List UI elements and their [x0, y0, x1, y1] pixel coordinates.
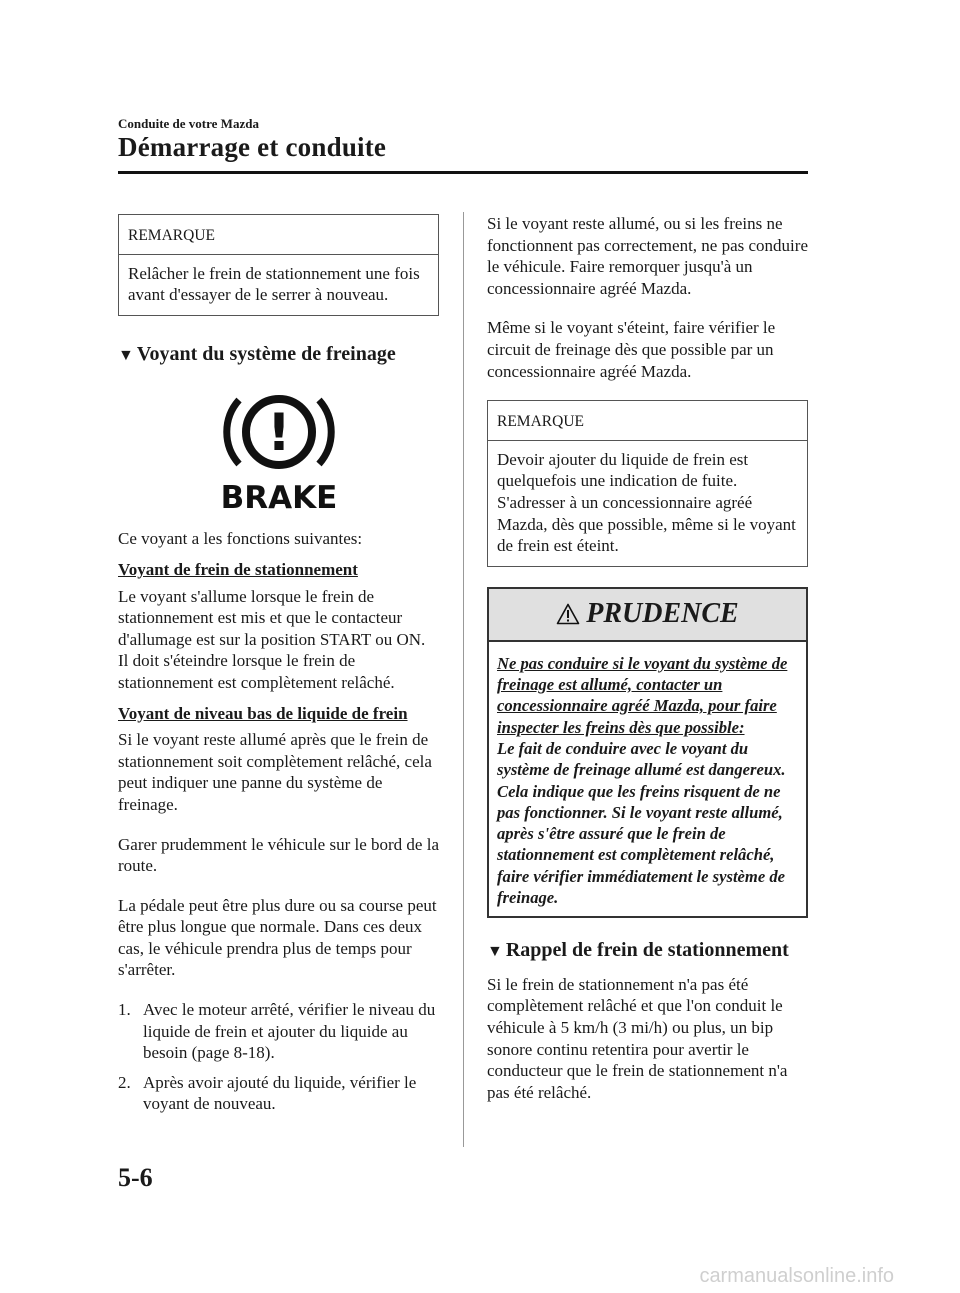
- heading-text: Voyant du système de freinage: [136, 342, 396, 365]
- warning-triangle-icon: [556, 603, 580, 625]
- list-number: 1.: [118, 1000, 131, 1020]
- paragraph: Garer prudemment le véhicule sur le bord de la route.: [118, 834, 439, 876]
- left-column: [118, 214, 439, 1115]
- page-title: Démarrage et conduite: [118, 132, 387, 162]
- triangle-down-icon: ▼: [487, 943, 503, 961]
- paragraph: Le voyant s'allume lorsque le frein de stationnement est mis et que le contacteur d'allumage est sur la position START ou ON. Il doit s'éteindre lorsque le frein de stationnement est complètement relâché.: [118, 586, 426, 692]
- caution-title: PRUDENCE: [586, 598, 739, 630]
- triangle-down-icon: ▼: [118, 346, 134, 364]
- note-label: REMARQUE: [119, 215, 438, 255]
- brake-icon-glyph: !: [266, 403, 291, 464]
- note-box: [118, 214, 439, 316]
- note-text: Devoir ajouter du liquide de frein est quelquefois une indication de fuite. S'adresser à un concessionnaire agréé Mazda, dès que possible, même si le voyant de frein est éteint.: [497, 449, 796, 556]
- list-number: 2.: [118, 1072, 131, 1092]
- watermark: carmanualsonline.info: [699, 1265, 894, 1287]
- title-rule: [118, 171, 808, 174]
- section-label: Conduite de votre Mazda: [118, 116, 259, 131]
- heading-text: Rappel de frein de stationnement: [505, 939, 789, 962]
- caution-header: [489, 589, 806, 642]
- paragraph: La pédale peut être plus dure ou sa course peut être plus longue que normale. Dans ces deux cas, le véhicule prendra plus de temps pour s'arrêter.: [118, 895, 437, 980]
- section-heading: [487, 940, 808, 962]
- caution-body: [489, 642, 806, 917]
- list-item: [118, 999, 439, 1064]
- paragraph: Si le voyant reste allumé, ou si les freins ne fonctionnent pas correctement, ne pas conduire le véhicule. Faire remorquer jusqu'à un concessionnaire agréé Mazda.: [487, 214, 808, 298]
- list-text: Avec le moteur arrêté, vérifier le niveau du liquide de frein et ajouter du liquide au besoin (page 8-18).: [143, 1000, 436, 1063]
- brake-icon-left-arc: [226, 400, 238, 464]
- note-label: REMARQUE: [488, 401, 807, 441]
- subheading-parking: Voyant de frein de stationnement: [118, 559, 358, 579]
- list-item: [118, 1072, 439, 1115]
- caution-text: Le fait de conduire avec le voyant du système de freinage allumé est dangereux. Cela indique que les freins risquent de ne pas fonctionner. Si le voyant reste allumé, après s'être assuré que le frein de stationnement est complètement relâché, faire vérifier immédiatement le système de freinage.: [497, 738, 786, 907]
- note-text: Relâcher le frein de stationnement une fois avant d'essayer de le serrer à nouveau.: [128, 263, 420, 305]
- brake-icon-right-arc: [319, 400, 331, 464]
- column-divider: [463, 212, 464, 1147]
- subheading-fluid: Voyant de niveau bas de liquide de frein: [118, 703, 408, 723]
- brake-warning-icon: [219, 387, 339, 512]
- caution-box: [487, 587, 808, 919]
- page-number: 5-6: [118, 1163, 153, 1192]
- section-heading: [118, 344, 439, 366]
- list-text: Après avoir ajouté du liquide, vérifier le voyant de nouveau.: [143, 1072, 417, 1114]
- intro-text: Ce voyant a les fonctions suivantes:: [118, 529, 363, 549]
- brake-icon-label: BRAKE: [220, 480, 337, 513]
- right-column: [487, 213, 808, 1103]
- paragraph: Même si le voyant s'éteint, faire vérifier le circuit de freinage dès que possible par un concessionnaire agréé Mazda.: [487, 318, 776, 381]
- paragraph: Si le voyant reste allumé après que le frein de stationnement soit complètement relâché, cela peut indiquer une panne du système de freinage.: [118, 730, 432, 814]
- note-box: [487, 400, 808, 567]
- paragraph: Si le frein de stationnement n'a pas été complètement relâché et que l'on conduit le véhicule à 5 km/h (3 mi/h) ou plus, un bip sonore continu retentira pour avertir le conducteur que le frein de stationnement n'a pas été relâché.: [487, 974, 788, 1102]
- caution-lead: Ne pas conduire si le voyant du système de freinage est allumé, contacter un concessionnaire agréé Mazda, pour faire inspecter les freins dès que possible:: [497, 653, 788, 737]
